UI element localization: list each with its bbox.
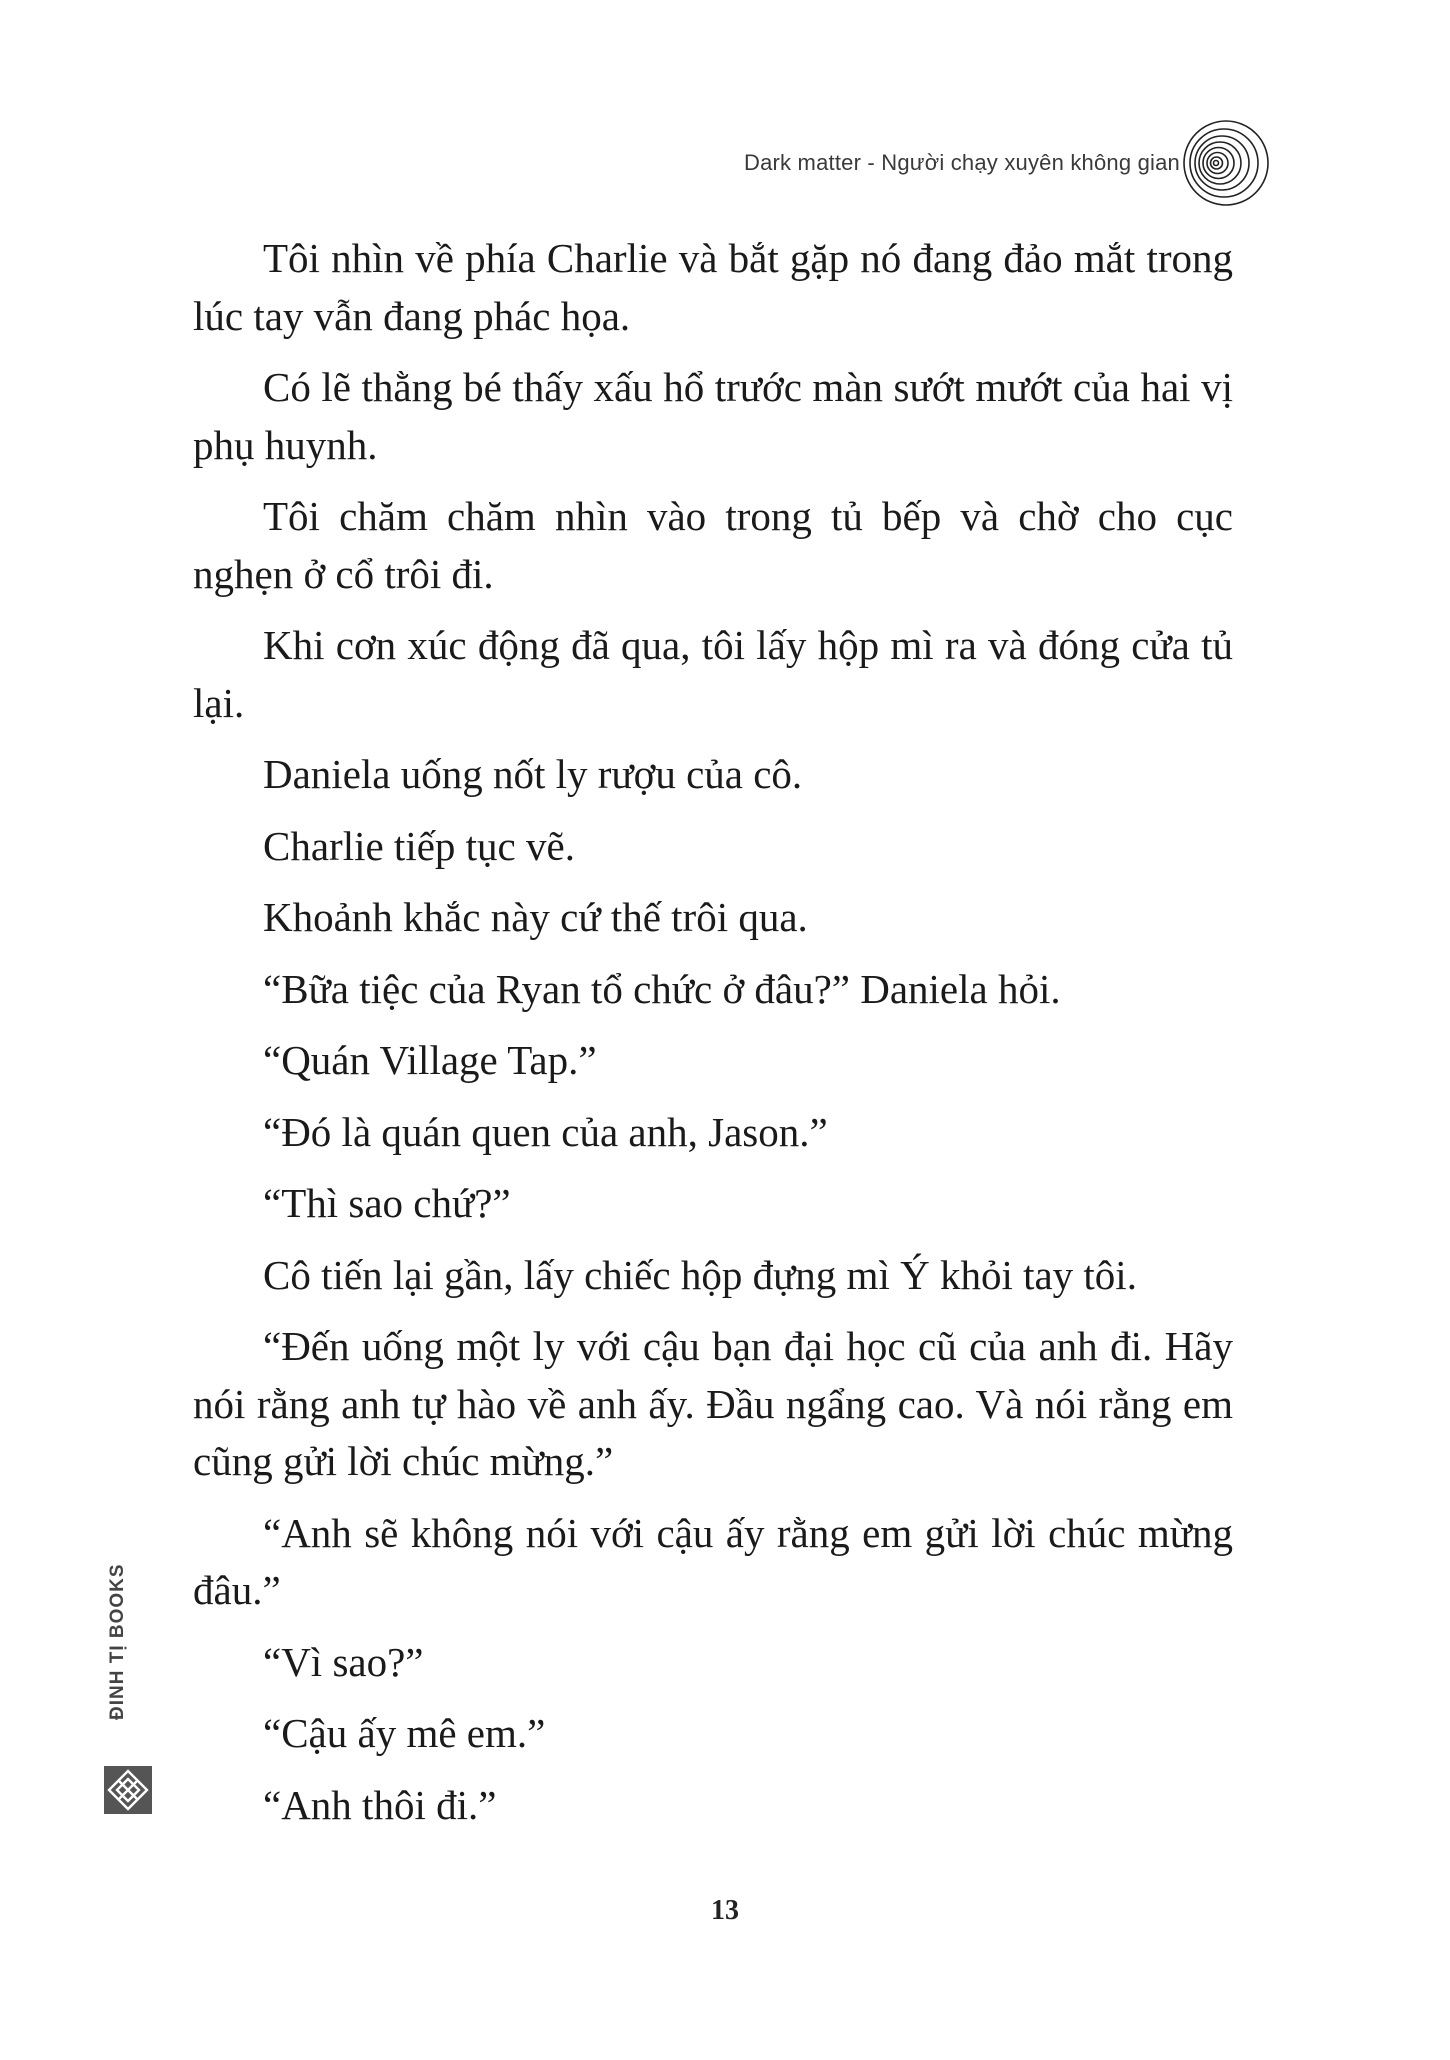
publisher-name: ĐINH TỊ BOOKS xyxy=(107,1563,128,1720)
paragraph: Có lẽ thằng bé thấy xấu hổ trước màn sướt mướt của hai vị phụ huynh. xyxy=(193,364,1233,468)
paragraph: “Đến uống một ly với cậu bạn đại học cũ của anh đi. Hãy nói rằng anh tự hào về anh ấy. Đầu ngẩng cao. Và nói rằng em cũng gửi lời chúc mừng.” xyxy=(193,1323,1233,1484)
paragraph: Charlie tiếp tục vẽ. xyxy=(263,822,575,869)
paragraph: “Bữa tiệc của Ryan tổ chức ở đâu?” Daniela hỏi. xyxy=(263,965,1061,1012)
running-header: Dark matter - Người chạy xuyên không gian xyxy=(744,150,1180,175)
diamond-knot-icon xyxy=(104,1766,152,1814)
paragraph: “Quán Village Tap.” xyxy=(263,1037,597,1083)
paragraph: “Anh thôi đi.” xyxy=(263,1781,497,1828)
paragraph: Tôi nhìn về phía Charlie và bắt gặp nó đang đảo mắt trong lúc tay vẫn đang phác họa. xyxy=(193,235,1233,339)
paragraph: Khoảnh khắc này cứ thế trôi qua. xyxy=(263,894,808,940)
paragraph: “Cậu ấy mê em.” xyxy=(263,1710,546,1756)
body-text xyxy=(193,230,1233,1848)
paragraph: “Vì sao?” xyxy=(263,1638,424,1685)
concentric-circles-icon xyxy=(1180,118,1270,208)
paragraph: Daniela uống nốt ly rượu của cô. xyxy=(263,751,803,797)
paragraph: Khi cơn xúc động đã qua, tôi lấy hộp mì ra và đóng cửa tủ lại. xyxy=(193,622,1233,726)
page-number: 13 xyxy=(711,1895,739,1926)
paragraph: “Đó là quán quen của anh, Jason.” xyxy=(263,1108,828,1155)
paragraph: “Thì sao chứ?” xyxy=(263,1180,511,1226)
paragraph: Tôi chăm chăm nhìn vào trong tủ bếp và chờ cho cục nghẹn ở cổ trôi đi. xyxy=(193,493,1233,597)
paragraph: Cô tiến lại gần, lấy chiếc hộp đựng mì Ý khỏi tay tôi. xyxy=(263,1251,1137,1298)
paragraph: “Anh sẽ không nói với cậu ấy rằng em gửi lời chúc mừng đâu.” xyxy=(193,1509,1233,1613)
